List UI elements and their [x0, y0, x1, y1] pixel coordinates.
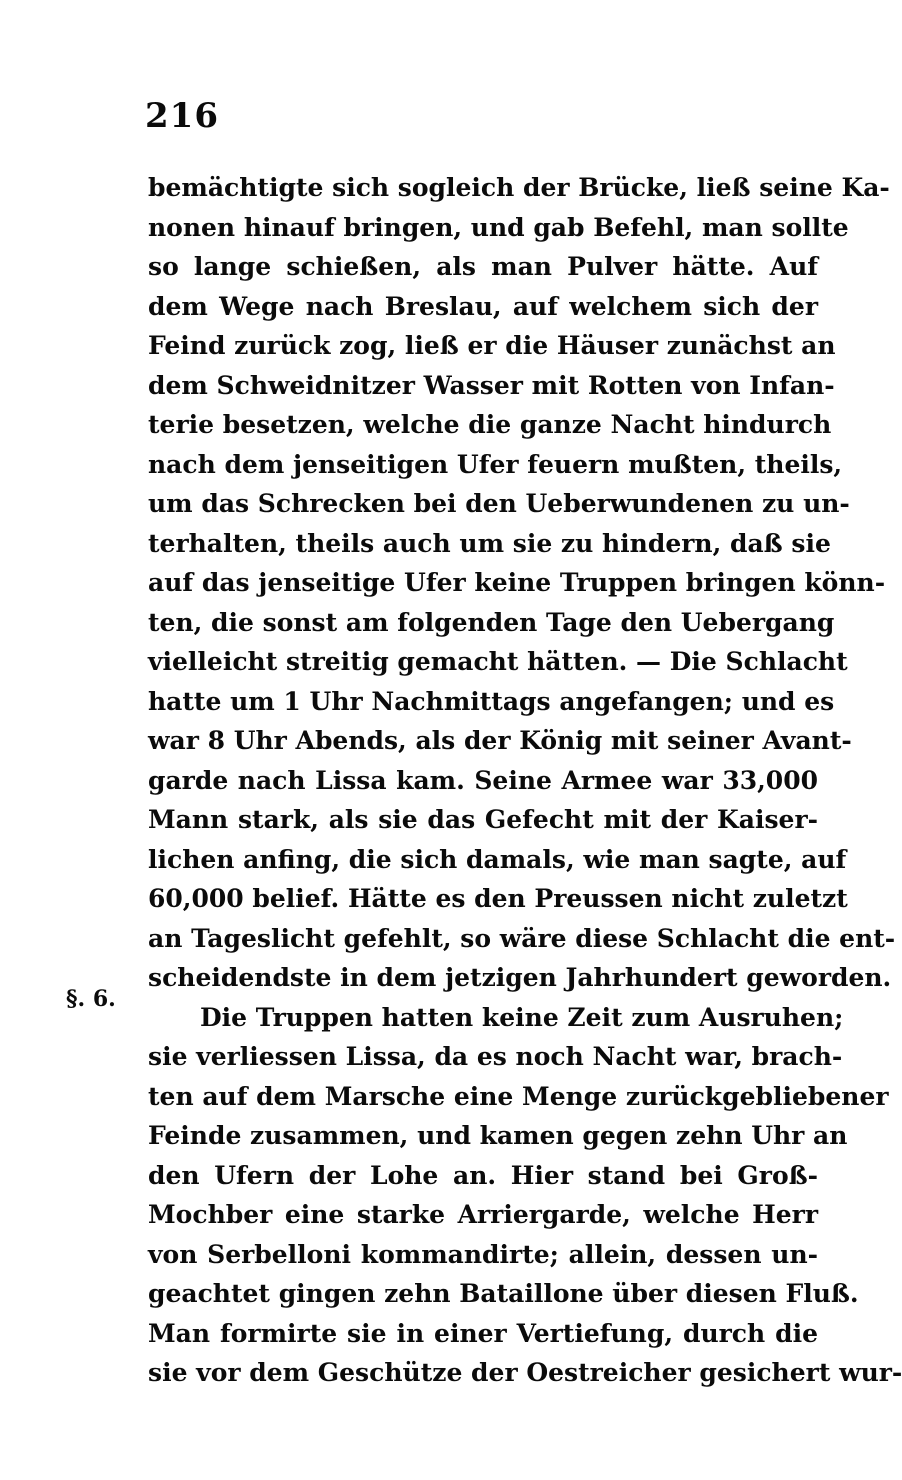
text-line: Mann stark, als sie das Gefecht mit der Kaiser- — [148, 805, 818, 834]
text-line: sie verliessen Lissa, da es noch Nacht war, brach- — [148, 1042, 843, 1071]
text-line: auf das jenseitige Ufer keine Truppen bringen könn- — [148, 568, 886, 597]
text-line: Feind zurück zog, ließ er die Häuser zunächst an — [148, 331, 836, 360]
text-line: lichen anfing, die sich damals, wie man sagte, auf — [148, 844, 847, 874]
text-line: hatte um 1 Uhr Nachmittags angefangen; und es — [148, 686, 835, 716]
text-line: 60,000 belief. Hätte es den Preussen nicht zuletzt — [148, 884, 848, 913]
text-line: garde nach Lissa kam. Seine Armee war 33,000 — [148, 765, 818, 795]
text-line: terhalten, theils auch um sie zu hindern, daß sie — [148, 528, 831, 558]
text-line: terie besetzen, welche die ganze Nacht hindurch — [148, 410, 832, 439]
text-line: scheidendste in dem jetzigen Jahrhundert geworden. — [148, 963, 892, 992]
text-line: an Tageslicht gefehlt, so wäre diese Schlacht die ent- — [148, 923, 896, 953]
text-line: geachtet gingen zehn Bataillone über diesen Fluß. — [148, 1279, 859, 1308]
text-line: Man formirte sie in einer Vertiefung, durch die — [148, 1318, 818, 1348]
text-line: so lange schießen, als man Pulver hätte. Auf — [148, 252, 818, 281]
text-line: war 8 Uhr Abends, als der König mit seiner Avant- — [148, 726, 852, 755]
text-line: ten auf dem Marsche eine Menge zurückgebliebener — [148, 1081, 889, 1111]
page-number: 216 — [145, 96, 219, 136]
text-line: vielleicht streitig gemacht hätten. — Die Schlacht — [148, 647, 848, 676]
text-line: um das Schrecken bei den Ueberwundenen zu un- — [148, 489, 850, 518]
text-line: den Ufern der Lohe an. Hier stand bei Groß- — [148, 1160, 818, 1190]
body-text — [148, 168, 902, 1393]
text-line: Feinde zusammen, und kamen gegen zehn Uhr an — [148, 1121, 848, 1150]
text-line: nonen hinauf bringen, und gab Befehl, man sollte — [148, 212, 849, 242]
text-line: Mochber eine starke Arriergarde, welche Herr — [148, 1200, 818, 1229]
text-line: Die Truppen hatten keine Zeit zum Ausruhen; — [200, 1002, 844, 1032]
text-line: von Serbelloni kommandirte; allein, dessen un- — [148, 1239, 818, 1269]
paragraph-1 — [148, 168, 896, 998]
text-line: nach dem jenseitigen Ufer feuern mußten, theils, — [148, 449, 843, 479]
paragraph-2 — [148, 998, 902, 1393]
text-line: dem Schweidnitzer Wasser mit Rotten von Infan- — [148, 370, 835, 400]
section-marker: §. 6. — [66, 986, 116, 1012]
text-line: sie vor dem Geschütze der Oestreicher gesichert wur- — [148, 1358, 902, 1387]
text-line: ten, die sonst am folgenden Tage den Uebergang — [148, 607, 835, 637]
text-line: dem Wege nach Breslau, auf welchem sich der — [148, 291, 818, 321]
text-line: bemächtigte sich sogleich der Brücke, ließ seine Ka- — [148, 173, 890, 202]
